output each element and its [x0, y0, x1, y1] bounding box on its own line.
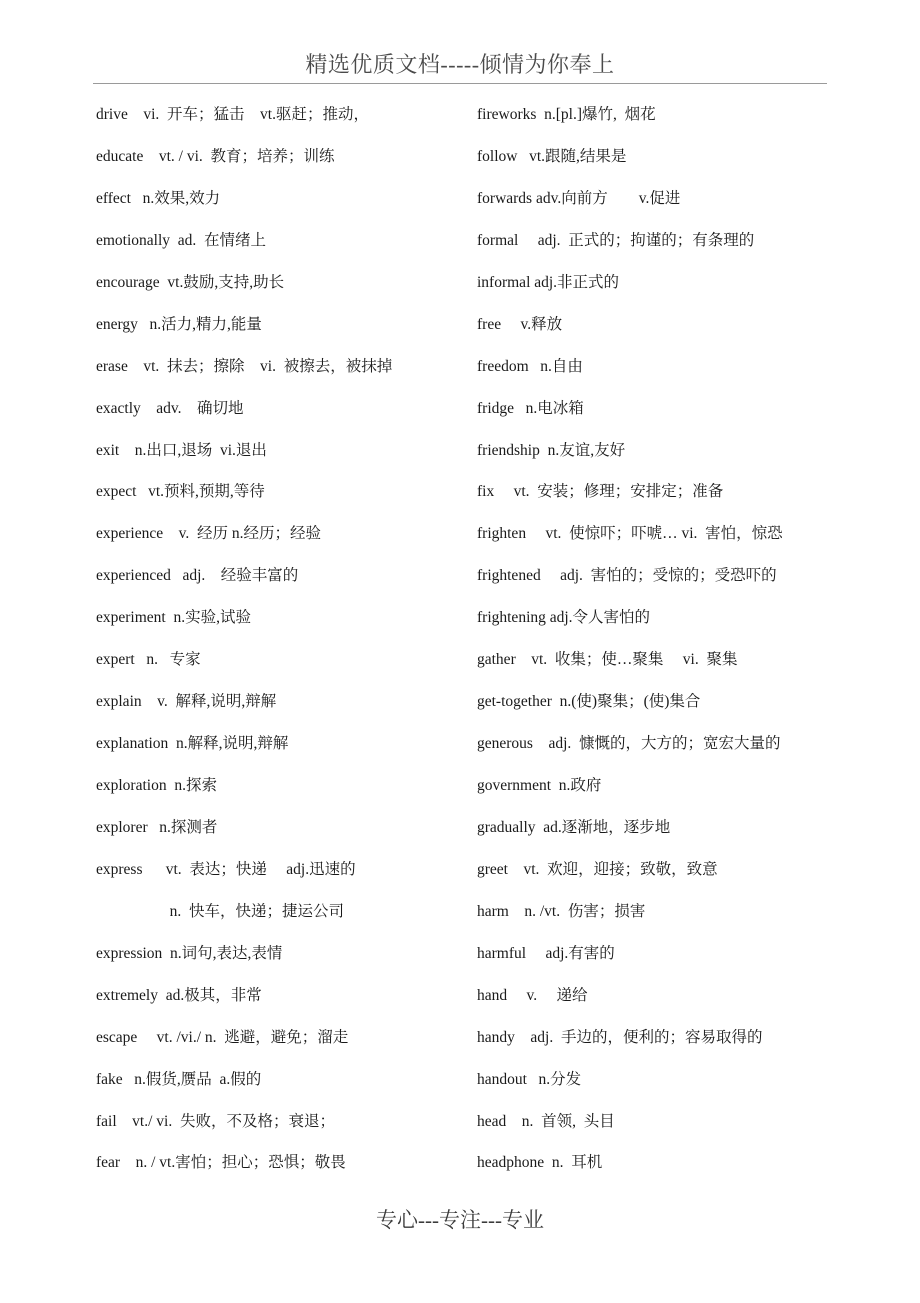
vocab-entry: expression n.词句,表达,表情	[96, 944, 283, 962]
vocab-entry: forwards adv.向前方 v.促进	[477, 189, 681, 207]
vocab-entry: hand v. 递给	[477, 986, 588, 1004]
vocab-entry: head n. 首领, 头目	[477, 1112, 615, 1130]
vocab-entry: explain v. 解释,说明,辩解	[96, 693, 277, 711]
vocab-entry: friendship n.友谊,友好	[477, 441, 626, 459]
vocab-entry: exploration n.探索	[96, 777, 217, 794]
vocab-entry: erase vt. 抹去；擦除 vi. 被擦去，被抹掉	[96, 357, 393, 375]
vocab-entry: emotionally ad. 在情绪上	[96, 231, 267, 249]
vocab-entry: extremely ad.极其，非常	[96, 986, 262, 1004]
vocab-entry: frightened adj. 害怕的；受惊的；受恐吓的	[477, 567, 777, 585]
vocab-entry: drive vi. 开车；猛击 vt.驱赶；推动，	[96, 106, 369, 123]
page-header: 精选优质文档-----倾情为你奉上	[305, 52, 615, 77]
vocab-entry: free v.释放	[477, 315, 563, 333]
vocabulary-column-left	[96, 101, 466, 1191]
vocab-entry: fear n. / vt.害怕；担心；恐惧；敬畏	[96, 1154, 346, 1172]
vocabulary-column-right	[477, 101, 847, 1191]
vocab-entry: effect n.效果,效力	[96, 189, 221, 207]
vocab-entry: expert n. 专家	[96, 651, 201, 669]
vocab-entry: generous adj. 慷慨的，大方的；宽宏大量的	[477, 735, 781, 753]
vocab-entry: greet vt. 欢迎，迎接；致敬，致意	[477, 860, 718, 878]
vocab-entry: express vt. 表达；快递 adj.迅速的	[96, 860, 356, 878]
header-divider	[93, 83, 827, 84]
vocab-entry: handy adj. 手边的，便利的；容易取得的	[477, 1028, 763, 1046]
vocab-entry: encourage vt.鼓励,支持,助长	[96, 273, 285, 291]
vocab-entry: fireworks n.[pl.]爆竹, 烟花	[477, 106, 656, 123]
vocab-entry: follow vt.跟随,结果是	[477, 147, 627, 165]
vocab-entry: fail vt./ vi. 失败，不及格；衰退；	[96, 1112, 335, 1130]
vocab-entry: gradually ad.逐渐地，逐步地	[477, 818, 671, 836]
vocab-entry: government n.政府	[477, 777, 602, 794]
vocab-entry: get-together n.(使)聚集；(使)集合	[477, 693, 701, 711]
vocab-entry: harmful adj.有害的	[477, 944, 615, 962]
vocab-entry: escape vt. /vi./ n. 逃避，避免；溜走	[96, 1028, 349, 1046]
vocab-entry: freedom n.自由	[477, 357, 583, 375]
vocab-entry: explanation n.解释,说明,辩解	[96, 735, 289, 753]
vocab-entry: gather vt. 收集；使…聚集 vi. 聚集	[477, 651, 738, 669]
vocab-entry: harm n. /vt. 伤害；损害	[477, 902, 646, 920]
vocab-entry: exactly adv. 确切地	[96, 399, 244, 417]
vocab-entry: experience v. 经历 n.经历；经验	[96, 525, 321, 543]
vocab-entry: formal adj. 正式的；拘谨的；有条理的	[477, 231, 755, 249]
page-footer: 专心---专注---专业	[376, 1208, 544, 1232]
vocab-entry: expect vt.预料,预期,等待	[96, 483, 265, 501]
vocab-entry: frighten vt. 使惊吓；吓唬… vi. 害怕，惊恐	[477, 525, 783, 543]
vocab-entry: experienced adj. 经验丰富的	[96, 567, 299, 585]
vocab-entry: explorer n.探测者	[96, 818, 218, 836]
vocab-entry: n. 快车，快递；捷运公司	[96, 902, 345, 920]
vocab-entry: energy n.活力,精力,能量	[96, 315, 262, 333]
vocab-entry: experiment n.实验,试验	[96, 609, 251, 627]
vocab-entry: handout n.分发	[477, 1070, 582, 1088]
vocab-entry: fake n.假货,赝品 a.假的	[96, 1070, 262, 1088]
vocab-entry: frightening adj.令人害怕的	[477, 609, 651, 627]
vocab-entry: informal adj.非正式的	[477, 273, 620, 291]
vocab-entry: educate vt. / vi. 教育；培养；训练	[96, 147, 335, 165]
vocab-entry: exit n.出口,退场 vi.退出	[96, 441, 267, 459]
vocab-entry: fix vt. 安装；修理；安排定；准备	[477, 483, 724, 501]
vocab-entry: headphone n. 耳机	[477, 1154, 603, 1172]
vocab-entry: fridge n.电冰箱	[477, 399, 584, 417]
